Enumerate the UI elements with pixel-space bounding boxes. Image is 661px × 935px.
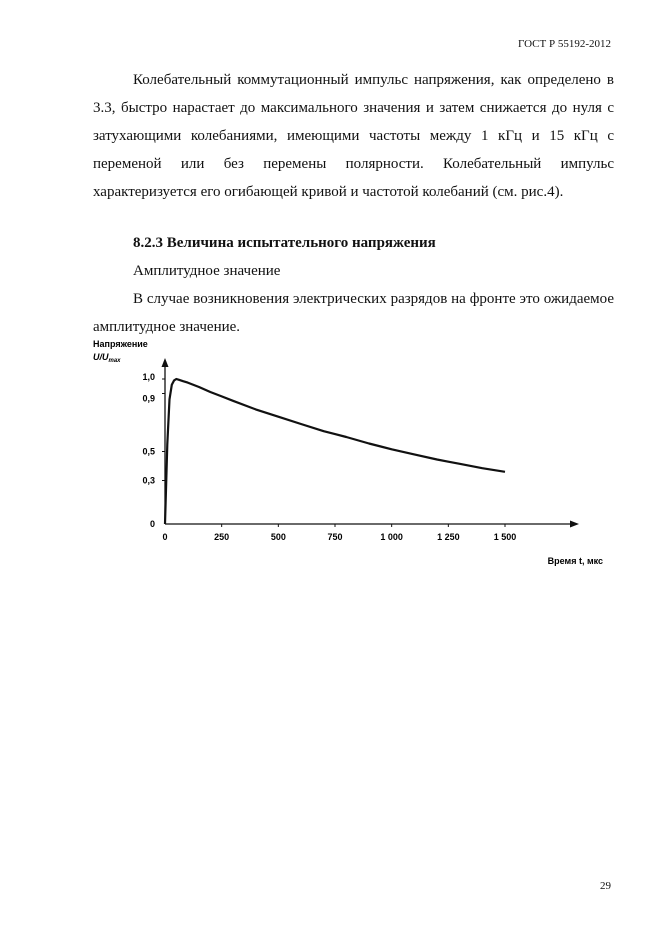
x-axis-arrow bbox=[570, 521, 579, 528]
y-tick-label: 0 bbox=[149, 519, 155, 529]
subsection-heading: Амплитудное значение bbox=[133, 263, 281, 279]
y-tick-label: 1,0 bbox=[142, 372, 155, 382]
x-tick-labels bbox=[162, 524, 516, 542]
paragraph-peak-value: В случае возникновения электрических разрядов на фронте это ожидаемое амплитудное значение. bbox=[93, 291, 614, 335]
y-axis-label-main: U/U bbox=[93, 352, 109, 362]
voltage-impulse-chart bbox=[93, 336, 623, 576]
x-tick-label: 0 bbox=[162, 532, 168, 542]
y-tick-labels bbox=[142, 372, 165, 529]
paragraph-impulse-description: Колебательный коммутационный импульс напряжения, как определено в 3.3, быстро нарастает до максимального значения и затем снижается до нуля с затухающими колебаниями, имеющими частоты между 1 кГц и 15 кГц с переменой или без перемены полярности. Колебательный импульс характеризуется его огибающей кривой и частотой колебаний (см. рис.4). bbox=[93, 72, 614, 200]
y-axis-label-subscript: max bbox=[108, 358, 121, 364]
section-heading: 8.2.3 Величина испытательного напряжения bbox=[133, 235, 436, 251]
x-tick-label: 500 bbox=[270, 532, 286, 542]
y-axis-arrow bbox=[162, 358, 169, 367]
page-number: 29 bbox=[600, 880, 611, 892]
voltage-curve bbox=[165, 379, 505, 524]
y-tick-label: 0,9 bbox=[142, 393, 155, 404]
x-tick-label: 750 bbox=[327, 532, 343, 542]
y-axis-label-line1: Напряжение bbox=[93, 339, 148, 349]
y-tick-label: 0,5 bbox=[142, 446, 155, 457]
x-tick-label: 250 bbox=[214, 532, 230, 542]
document-id: ГОСТ Р 55192-2012 bbox=[517, 38, 611, 50]
x-tick-label: 1 500 bbox=[493, 532, 517, 542]
x-axis-label: Время t, мкс bbox=[547, 556, 603, 566]
x-tick-label: 1 250 bbox=[437, 532, 460, 542]
y-axis-label-line2 bbox=[93, 352, 121, 364]
x-tick-label: 1 000 bbox=[380, 532, 403, 542]
y-tick-label: 0,3 bbox=[142, 475, 155, 486]
